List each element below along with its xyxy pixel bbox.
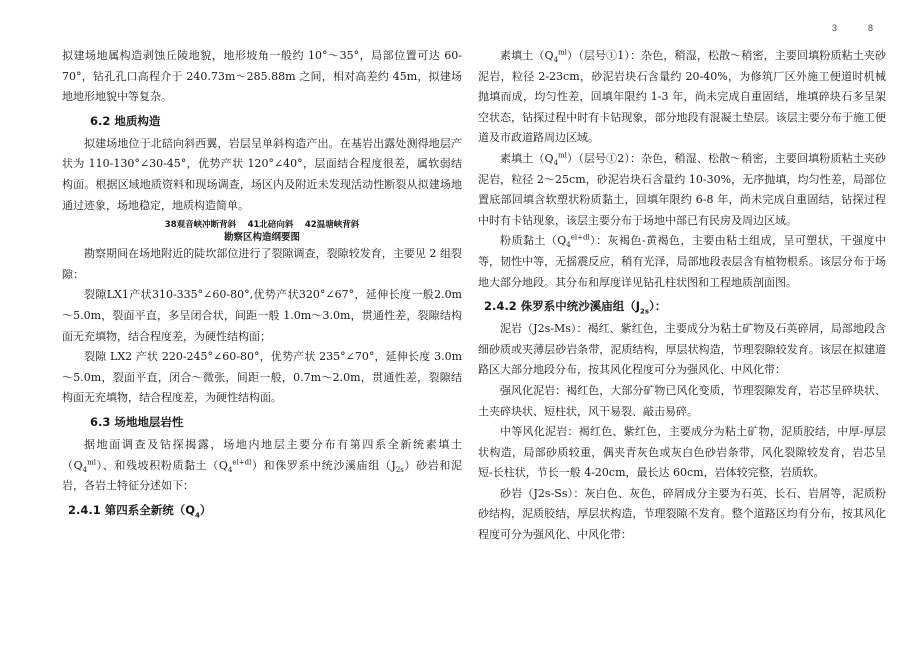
strongly-weathered-mudstone-paragraph: 强风化泥岩：褐红色，大部分矿物已风化变质，节理裂隙发育，岩芯呈碎块状、土夹碎块状、短柱状，风干易裂、敲击易碎。 bbox=[478, 383, 886, 418]
section-heading-2-4-1: 2.4.1 第四系全新统$(Q_4)$ bbox=[68, 502, 212, 519]
section-heading-6-3: 6.3 场地地层岩性 bbox=[90, 414, 184, 429]
strata-intro-paragraph: 据地面调查及钻探揭露，场地内地层主要分布有第四系全新统素填土$(Q_4^{ml})$、和残坡积粉质黏土$(Q_4^{el+dl})$和侏罗系中统沙溪庙组$(J_{2s})$砂岩和泥岩，各岩土特征分述如下： bbox=[62, 437, 462, 493]
fill-layer-2-paragraph: 素填土$(Q_4^{ml})$（层号①2）：杂色，稍湿、松散～稍密，主要回填粉质粘土夹砂泥岩，粒径 2～25cm，砂泥岩块石含量约 10-30%，无序抛填，均匀性差，局部位置底部回填含软塑状粉质黏土，回填年限约 6-8 年，尚未完成自重固结，钻探过程中时有卡钻现象，该层主要分布于场地中部已有民房及周边区域。 bbox=[478, 151, 886, 227]
section-heading-2-4-2: 2.4.2 侏罗系中统沙溪庙组$(J_{2s})$： bbox=[484, 299, 667, 316]
geologic-structure-paragraph: 拟建场地位于北碚向斜西翼，岩层呈单斜构造产出。在基岩出露处测得地层产状为 110-130°∠30-45°，优势产状 120°∠40°，层面结合程度很差，属软弱结构面。根据区域地质资料和现场调查，场区内及附近未发现活动性断裂从拟建场地通过迹象，场地稳定，地质构造简单。 bbox=[62, 136, 462, 212]
section-heading-6-2: 6.2 地质构造 bbox=[90, 113, 161, 128]
silty-clay-paragraph: 粉质黏土$(Q_4^{el+dl})$：灰褐色-黄褐色，主要由粘土组成，呈可塑状，干强度中等，韧性中等，无摇震反应，稍有光泽，局部地段表层含有植物根系。该层分布于场地大部分地段。其分布和厚度详见钻孔柱状图和工程地质剖面图。 bbox=[478, 233, 886, 289]
fracture-lx2-paragraph: 裂隙 LX2 产状 220-245°∠60-80°，优势产状 235°∠70°，延伸长度 3.0m～5.0m，裂面平直，闭合～微张，间距一般，0.7m～2.0m，贯通性差，裂隙结构面无充填物，结合程度差，为硬性结构面。 bbox=[62, 350, 462, 405]
sandstone-paragraph: 砂岩（J2s-Ss）：灰白色、灰色，碎屑成分主要为石英、长石、岩屑等，泥质粉砂结构，泥质胶结，厚层状构造，节理裂隙不发育。整个道路区均有分布，按其风化程度可分为强风化、中风化带： bbox=[478, 486, 886, 542]
left-column bbox=[62, 46, 462, 523]
terrain-paragraph: 拟建场地属构造剥蚀丘陵地貌，地形坡角一般约 10°～35°，局部位置可达 60-70°，钻孔孔口高程介于 240.73m～285.88m 之间，相对高差约 45m，拟建场地地形地貌中等复杂。 bbox=[62, 49, 462, 104]
fill-layer-1-paragraph: 素填土$(Q_4^{ml})$（层号①1）：杂色，稍湿，松散～稍密，主要回填粉质粘土夹砂泥岩，粒径 2-23cm，砂泥岩块石含量约 20-40%，为修筑厂区外施工便道时机械抛填而成，均匀性差，回填年限约 1-3 年，尚未完成自重固结，堆填碎块石多呈架空状态，钻探过程中时有卡钻现象，部分地段有混凝土垫层。该层主要分布于施工便道及市政道路周边区域。 bbox=[478, 48, 886, 145]
figure-caption: 勘察区构造纲要图 bbox=[223, 232, 300, 244]
mudstone-paragraph: 泥岩（J2s-Ms）：褐红、紫红色，主要成分为粘土矿物及石英碎屑，局部地段含细砂质或夹薄层砂岩条带，泥质结构，厚层状构造，节理裂隙较发育。该层在拟建道路区大部分地段分布，按其风化程度可分为强风化、中风化带： bbox=[478, 322, 886, 377]
moderately-weathered-mudstone-paragraph: 中等风化泥岩：褐红色、紫红色，主要成分为粘土矿物，泥质胶结，中厚-厚层状构造，局部砂质较重，偶夹青灰色或灰白色砂岩条带，风化裂隙较发育，岩芯呈短-长柱状，节长一般 4-20cm，最长达 60cm，岩体较完整，岩质软。 bbox=[478, 425, 886, 480]
right-column bbox=[478, 46, 886, 546]
fracture-intro-paragraph: 勘察期间在场地附近的陡坎部位进行了裂隙调查，裂隙较发育，主要见 2 组裂隙： bbox=[62, 247, 462, 281]
page-number-right: 8 bbox=[868, 23, 874, 33]
fracture-lx1-paragraph: 裂隙LX1产状310-335°∠60-80°,优势产状320°∠67°，延伸长度一般2.0m～5.0m，裂面平直，多呈闭合状，间距一般 1.0m～3.0m，贯通性差，裂隙结构面无充填物，结合程度差，为硬性结构面； bbox=[62, 288, 462, 343]
figure-legend: 38观音峡冲断背斜 41北碚向斜 42温塘峡背斜 bbox=[164, 220, 360, 231]
page-number-left: 3 bbox=[832, 23, 838, 33]
